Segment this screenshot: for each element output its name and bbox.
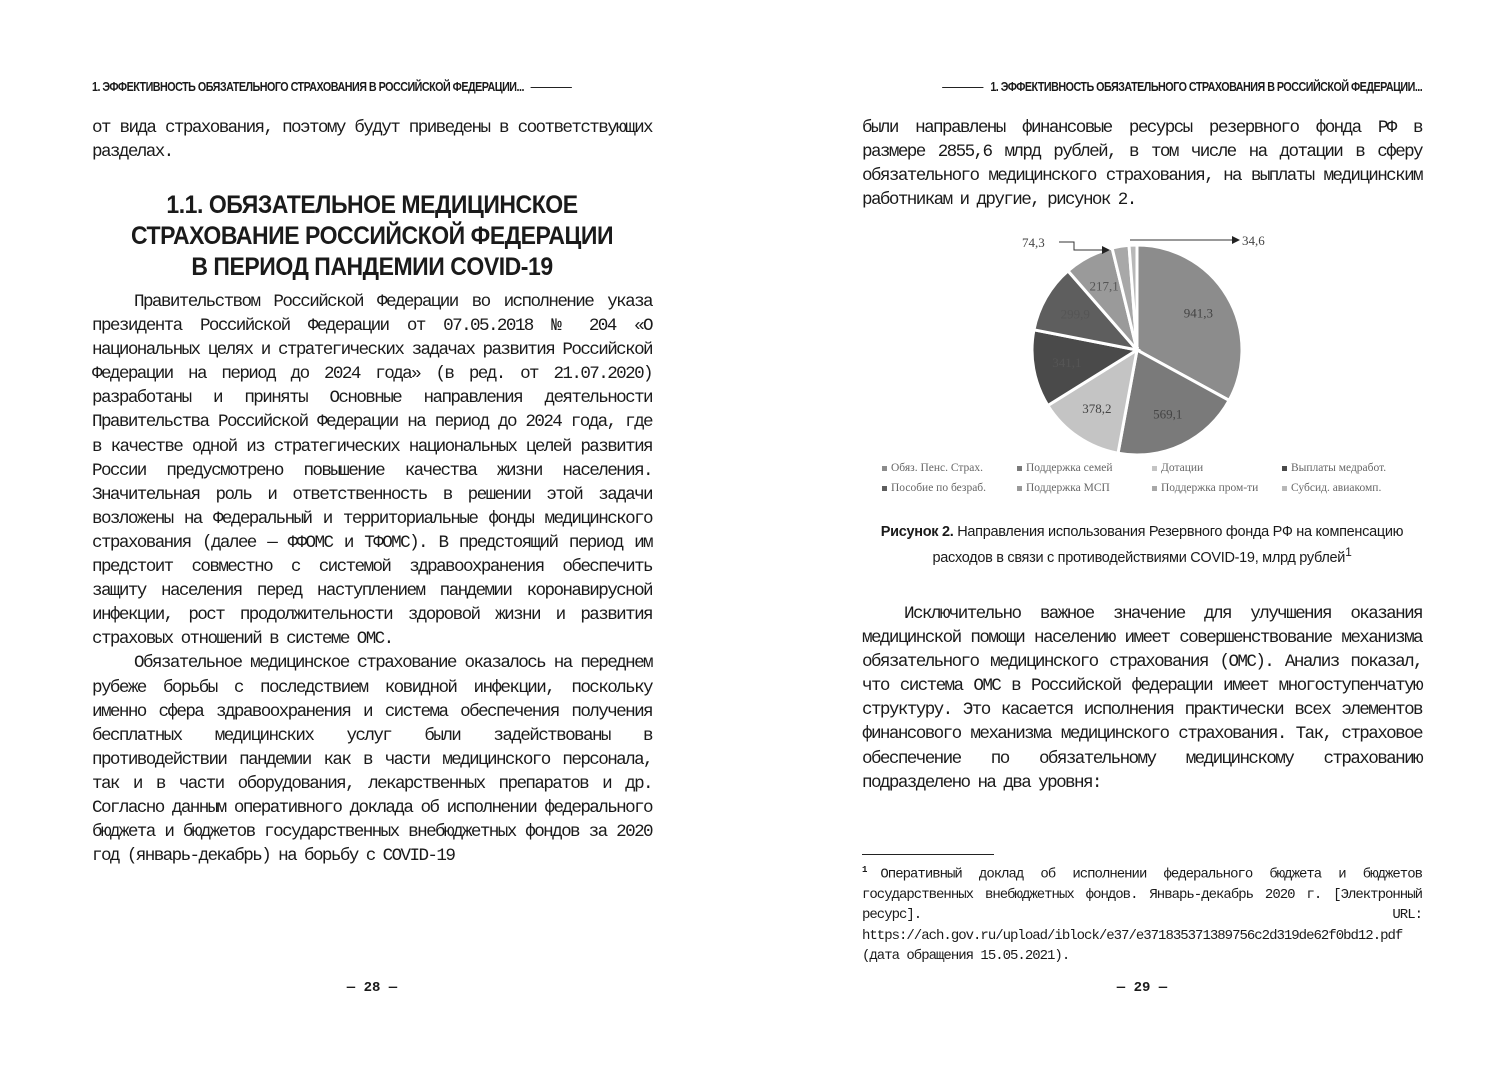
footnote (862, 860, 1422, 967)
slice-label: 378,2 (1082, 401, 1112, 416)
svg-text:74,3: 74,3 (1022, 235, 1045, 250)
footnote-ref[interactable]: 1 (1345, 545, 1352, 559)
legend-swatch-icon (882, 466, 887, 471)
legend-item: Обяз. Пенс. Страх. (882, 462, 1017, 474)
slice-label: 569,1 (1153, 406, 1183, 422)
svg-text:34,6: 34,6 (1242, 233, 1265, 248)
legend-item: Поддержка пром-ти (1152, 482, 1282, 494)
header-rule (942, 87, 983, 88)
running-head-text: 1. ЭФФЕКТИВНОСТЬ ОБЯЗАТЕЛЬНОГО СТРАХОВАНИЯ В РОССИЙСКОЙ ФЕДЕРАЦИИ... (92, 80, 524, 94)
legend-item: Субсид. авиакомп. (1282, 482, 1422, 494)
slice-label: 299,9 (1060, 306, 1090, 322)
footnote-rule (862, 854, 994, 855)
legend-item: Поддержка МСП (1017, 482, 1152, 494)
pie-chart-svg (862, 230, 1422, 460)
legend-swatch-icon (1017, 486, 1022, 491)
section-title-line: 1.1. ОБЯЗАТЕЛЬНОЕ МЕДИЦИНСКОЕ (166, 191, 578, 219)
legend-item: Выплаты медработ. (1282, 462, 1422, 474)
left-page (92, 0, 652, 1080)
running-head-right (942, 80, 1422, 94)
right-page (862, 0, 1422, 1080)
legend-swatch-icon (1017, 466, 1022, 471)
legend-swatch-icon (1282, 486, 1287, 491)
paragraph: Обязательное медицинское страхование оказалось на переднем рубеже борьбы с последствием ковидной инфекции, поскольку именно сфера здравоохранения и система обеспечения получения бесплатных медицинских услуг были задействованы в противодействии пандемии как в части медицинского персонала, так и в части оборудования, лекарственных препаратов и др. Согласно данным оперативного доклада об исполнении федерального бюджета и бюджетов государственных внебюджетных фондов за 2020 год (январь-декабрь) на борьбу с COVID-19 (92, 653, 652, 867)
section-title (114, 190, 629, 283)
legend-swatch-icon (1282, 466, 1287, 471)
legend-item: Поддержка семей (1017, 462, 1152, 474)
footnote-number: 1 (862, 865, 867, 875)
page-number: — 28 — (346, 980, 398, 996)
paragraph: Исключительно важное значение для улучшения оказания медицинской помощи населению имеет совершенствование механизма обязательного медицинского страхования (ОМС). Анализ показал, что система ОМС в Российской федерации имеет многоступенчатую структуру. Это касается исполнения практически всех элементов финансового механизма медицинского страхования. Так, страховое обеспечение по обязательному медицинскому страхованию подразделено на два уровня: (862, 604, 1422, 793)
running-head-left (92, 80, 572, 94)
slice-label: 941,3 (1183, 305, 1214, 321)
intro-paragraph: были направлены финансовые ресурсы резервного фонда РФ в размере 2855,6 млрд рублей, в том числе на дотации в сферу обязательного медицинского страхования, на выплаты медицинским работникам и другие, рисунок 2. (862, 118, 1422, 211)
intro-text (92, 116, 652, 164)
intro-paragraph: от вида страхования, поэтому будут приведены в соответствующих разделах. (92, 118, 652, 163)
caption-text: Направления использования Резервного фонда РФ на компенсацию расходов в связи с противодействиями COVID-19, млрд рублей (932, 524, 1404, 566)
caption-label: Рисунок 2. (880, 524, 954, 540)
footnote-text: Оперативный доклад об исполнении федерального бюджета и бюджетов государственных внебюджетных фондов. Январь-декабрь 2020 г. [Электронный ресурс]. URL: https://ach.gov.ru/upload/iblock/e37/e371835371389756c2d319de62f0bd12.pdf (дата обращения 15.05.2021). (862, 866, 1422, 965)
legend-swatch-icon (882, 486, 887, 491)
legend-item: Дотации (1152, 462, 1282, 474)
section-title-line: В ПЕРИОД ПАНДЕМИИ COVID-19 (191, 253, 553, 281)
figure-caption (862, 522, 1422, 568)
header-rule (531, 87, 572, 88)
legend-swatch-icon (1152, 466, 1157, 471)
legend-item: Пособие по безраб. (882, 482, 1017, 494)
intro-text (862, 116, 1422, 212)
section-title-line: СТРАХОВАНИЕ РОССИЙСКОЙ ФЕДЕРАЦИИ (130, 222, 614, 250)
slice-label: 217,1 (1089, 278, 1119, 294)
pie-chart (862, 230, 1422, 510)
body-text-right (862, 602, 1422, 795)
running-head-text: 1. ЭФФЕКТИВНОСТЬ ОБЯЗАТЕЛЬНОГО СТРАХОВАНИЯ В РОССИЙСКОЙ ФЕДЕРАЦИИ... (990, 80, 1422, 94)
paragraph: Правительством Российской Федерации во исполнение указа президента Российской Федерации от 07.05.2018 № 204 «О национальных целях и стратегических задачах развития Российской Федерации на период до 2024 года» (в ред. от 21.07.2020) разработаны и приняты Основные направления деятельности Правительства Российской Федерации на период до 2024 года, где в качестве одной из стратегических национальных целей развития России предусмотрено повышение качества жизни населения. Значительная роль и ответственность в решении этой задачи возложены на Федеральный и территориальные фонды медицинского страхования (далее — ФФОМС и ТФОМС). В предстоящий период им предстоит совместно с системой здравоохранения обеспечить защиту населения перед наступлением пандемии коронавирусной инфекции, рост продолжительности здоровой жизни и развития страховых отношений в системе ОМС. (92, 292, 652, 650)
chart-legend (882, 462, 1422, 494)
body-text-left (92, 290, 652, 868)
slice-label: 341,1 (1052, 354, 1082, 370)
page-number: — 29 — (1116, 980, 1168, 996)
legend-swatch-icon (1152, 486, 1157, 491)
